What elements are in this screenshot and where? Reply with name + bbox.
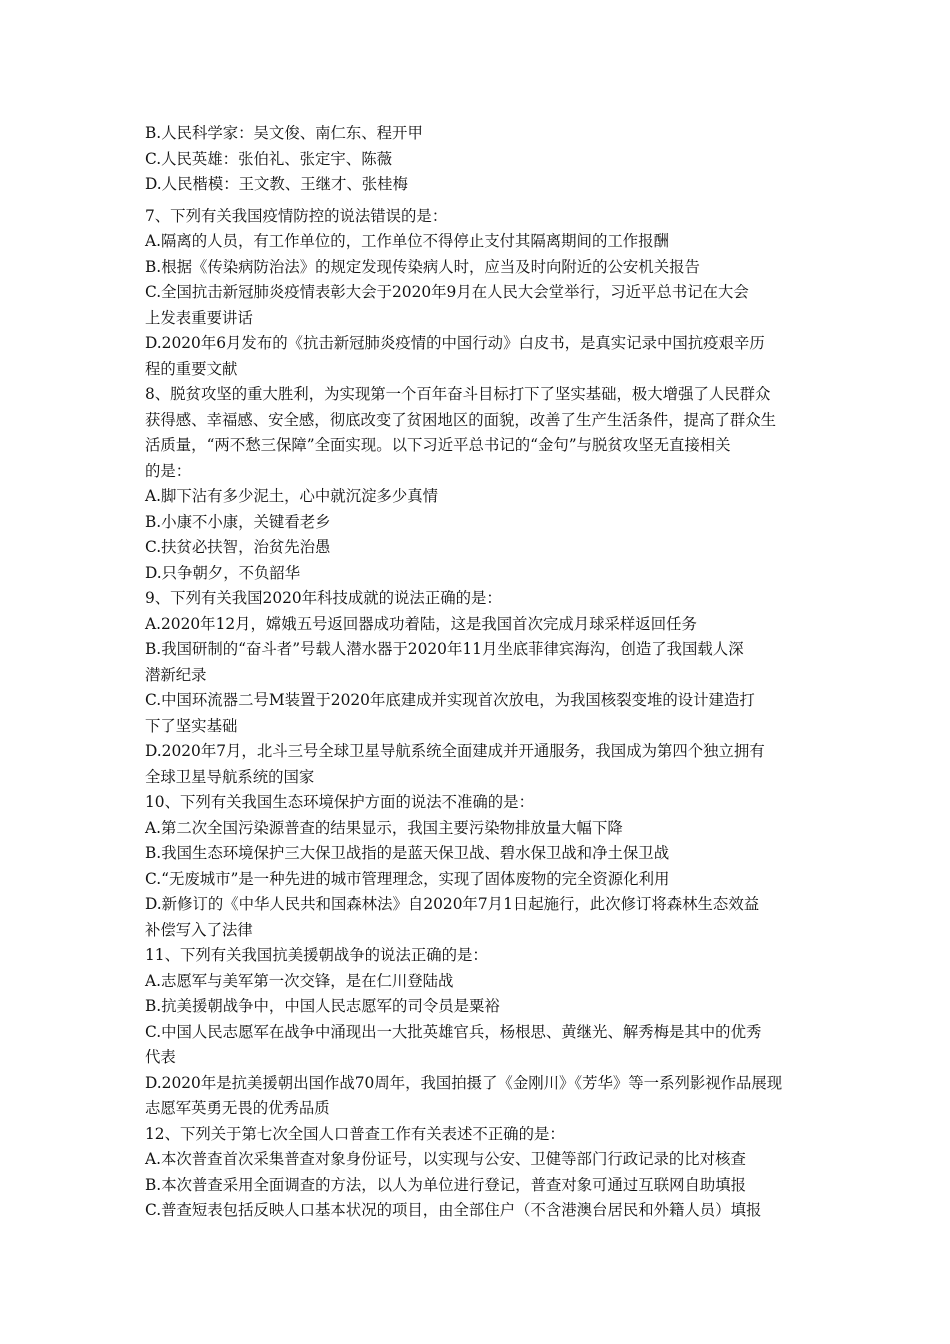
option-line: D.2020年是抗美援朝出国作战70周年，我国拍摄了《金刚川》《芳华》等一系列影视作品展现 bbox=[145, 1073, 783, 1092]
option-line: 志愿军英勇无畏的优秀品质 bbox=[145, 1099, 330, 1117]
option-line: B.我国研制的“奋斗者”号载人潜水器于2020年11月坐底菲律宾海沟，创造了我国载人深 bbox=[145, 640, 744, 658]
option-line: 全球卫星导航系统的国家 bbox=[145, 767, 315, 786]
option-line: A.第二次全国污染源普查的结果显示，我国主要污染物排放量大幅下降 bbox=[145, 818, 623, 837]
option-line: B.人民科学家：吴文俊、南仁东、程开甲 bbox=[145, 124, 423, 142]
option-line: D.2020年6月发布的《抗击新冠肺炎疫情的中国行动》白皮书，是真实记录中国抗疫艰辛历 bbox=[145, 334, 765, 352]
option-line: C.中国人民志愿军在战争中涌现出一大批英雄官兵，杨根思、黄继光、解秀梅是其中的优秀 bbox=[145, 1022, 762, 1041]
option-line: B.根据《传染病防治法》的规定发现传染病人时，应当及时向附近的公安机关报告 bbox=[145, 257, 700, 276]
question-9: 9、下列有关我国2020年科技成就的说法正确的是： bbox=[145, 589, 502, 607]
option-line: D.人民楷模：王文教、王继才、张桂梅 bbox=[145, 175, 408, 193]
option-line: 代表 bbox=[145, 1048, 176, 1066]
question-8-text: 的是： bbox=[145, 461, 192, 480]
question-11: 11、下列有关我国抗美援朝战争的说法正确的是： bbox=[145, 946, 488, 964]
question-8-text: 获得感、幸福感、安全感，彻底改变了贫困地区的面貌，改善了生产生活条件，提高了群众生 bbox=[145, 410, 777, 429]
option-line: A.脚下沾有多少泥土，心中就沉淀多少真情 bbox=[145, 487, 439, 505]
option-line: C.中国环流器二号M装置于2020年底建成并实现首次放电，为我国核裂变堆的设计建造打 bbox=[145, 691, 755, 709]
question-8: 8、脱贫攻坚的重大胜利，为实现第一个百年奋斗目标打下了坚实基础，极大增强了人民群众 bbox=[145, 385, 771, 403]
option-line: D.新修订的《中华人民共和国森林法》自2020年7月1日起施行，此次修订将森林生态效益 bbox=[145, 895, 760, 913]
option-line: B.本次普查采用全面调查的方法，以人为单位进行登记，普查对象可通过互联网自助填报 bbox=[145, 1175, 747, 1194]
option-line: A.志愿军与美军第一次交锋，是在仁川登陆战 bbox=[145, 971, 454, 990]
option-line: 上发表重要讲话 bbox=[145, 308, 253, 327]
option-line: B.我国生态环境保护三大保卫战指的是蓝天保卫战、碧水保卫战和净土保卫战 bbox=[145, 844, 670, 862]
option-line: C.扶贫必扶智，治贫先治愚 bbox=[145, 538, 331, 556]
option-line: B.小康不小康，关键看老乡 bbox=[145, 512, 331, 531]
question-10: 10、下列有关我国生态环境保护方面的说法不准确的是： bbox=[145, 793, 534, 811]
question-8-text: 活质量，“两不愁三保障”全面实现。以下习近平总书记的“金句”与脱贫攻坚无直接相关 bbox=[145, 436, 731, 454]
question-7: 7、下列有关我国疫情防控的说法错误的是： bbox=[145, 206, 448, 225]
option-line: A.本次普查首次采集普查对象身份证号，以实现与公安、卫健等部门行政记录的比对核查 bbox=[145, 1150, 746, 1168]
question-12: 12、下列关于第七次全国人口普查工作有关表述不正确的是： bbox=[145, 1124, 565, 1143]
option-line: C.人民英雄：张伯礼、张定宇、陈薇 bbox=[145, 149, 392, 168]
option-line: C.“无废城市”是一种先进的城市管理理念，实现了固体废物的完全资源化利用 bbox=[145, 869, 670, 888]
option-line: 潜新纪录 bbox=[145, 665, 207, 684]
option-line: A.隔离的人员，有工作单位的，工作单位不得停止支付其隔离期间的工作报酬 bbox=[145, 232, 669, 250]
option-line: 下了坚实基础 bbox=[145, 716, 238, 735]
option-line: B.抗美援朝战争中，中国人民志愿军的司令员是粟裕 bbox=[145, 997, 500, 1015]
option-line: C.普查短表包括反映人口基本状况的项目，由全部住户（不含港澳台居民和外籍人员）填报 bbox=[145, 1201, 762, 1219]
option-line: D.2020年7月，北斗三号全球卫星导航系统全面建成并开通服务，我国成为第四个独立拥有 bbox=[145, 742, 765, 760]
option-line: A.2020年12月，嫦娥五号返回器成功着陆，这是我国首次完成月球采样返回任务 bbox=[145, 614, 697, 633]
document-page bbox=[145, 121, 815, 1224]
option-line: C.全国抗击新冠肺炎疫情表彰大会于2020年9月在人民大会堂举行，习近平总书记在大会 bbox=[145, 283, 749, 301]
option-line: 补偿写入了法律 bbox=[145, 920, 253, 939]
option-line: D.只争朝夕，不负韶华 bbox=[145, 563, 301, 582]
option-line: 程的重要文献 bbox=[145, 359, 238, 378]
